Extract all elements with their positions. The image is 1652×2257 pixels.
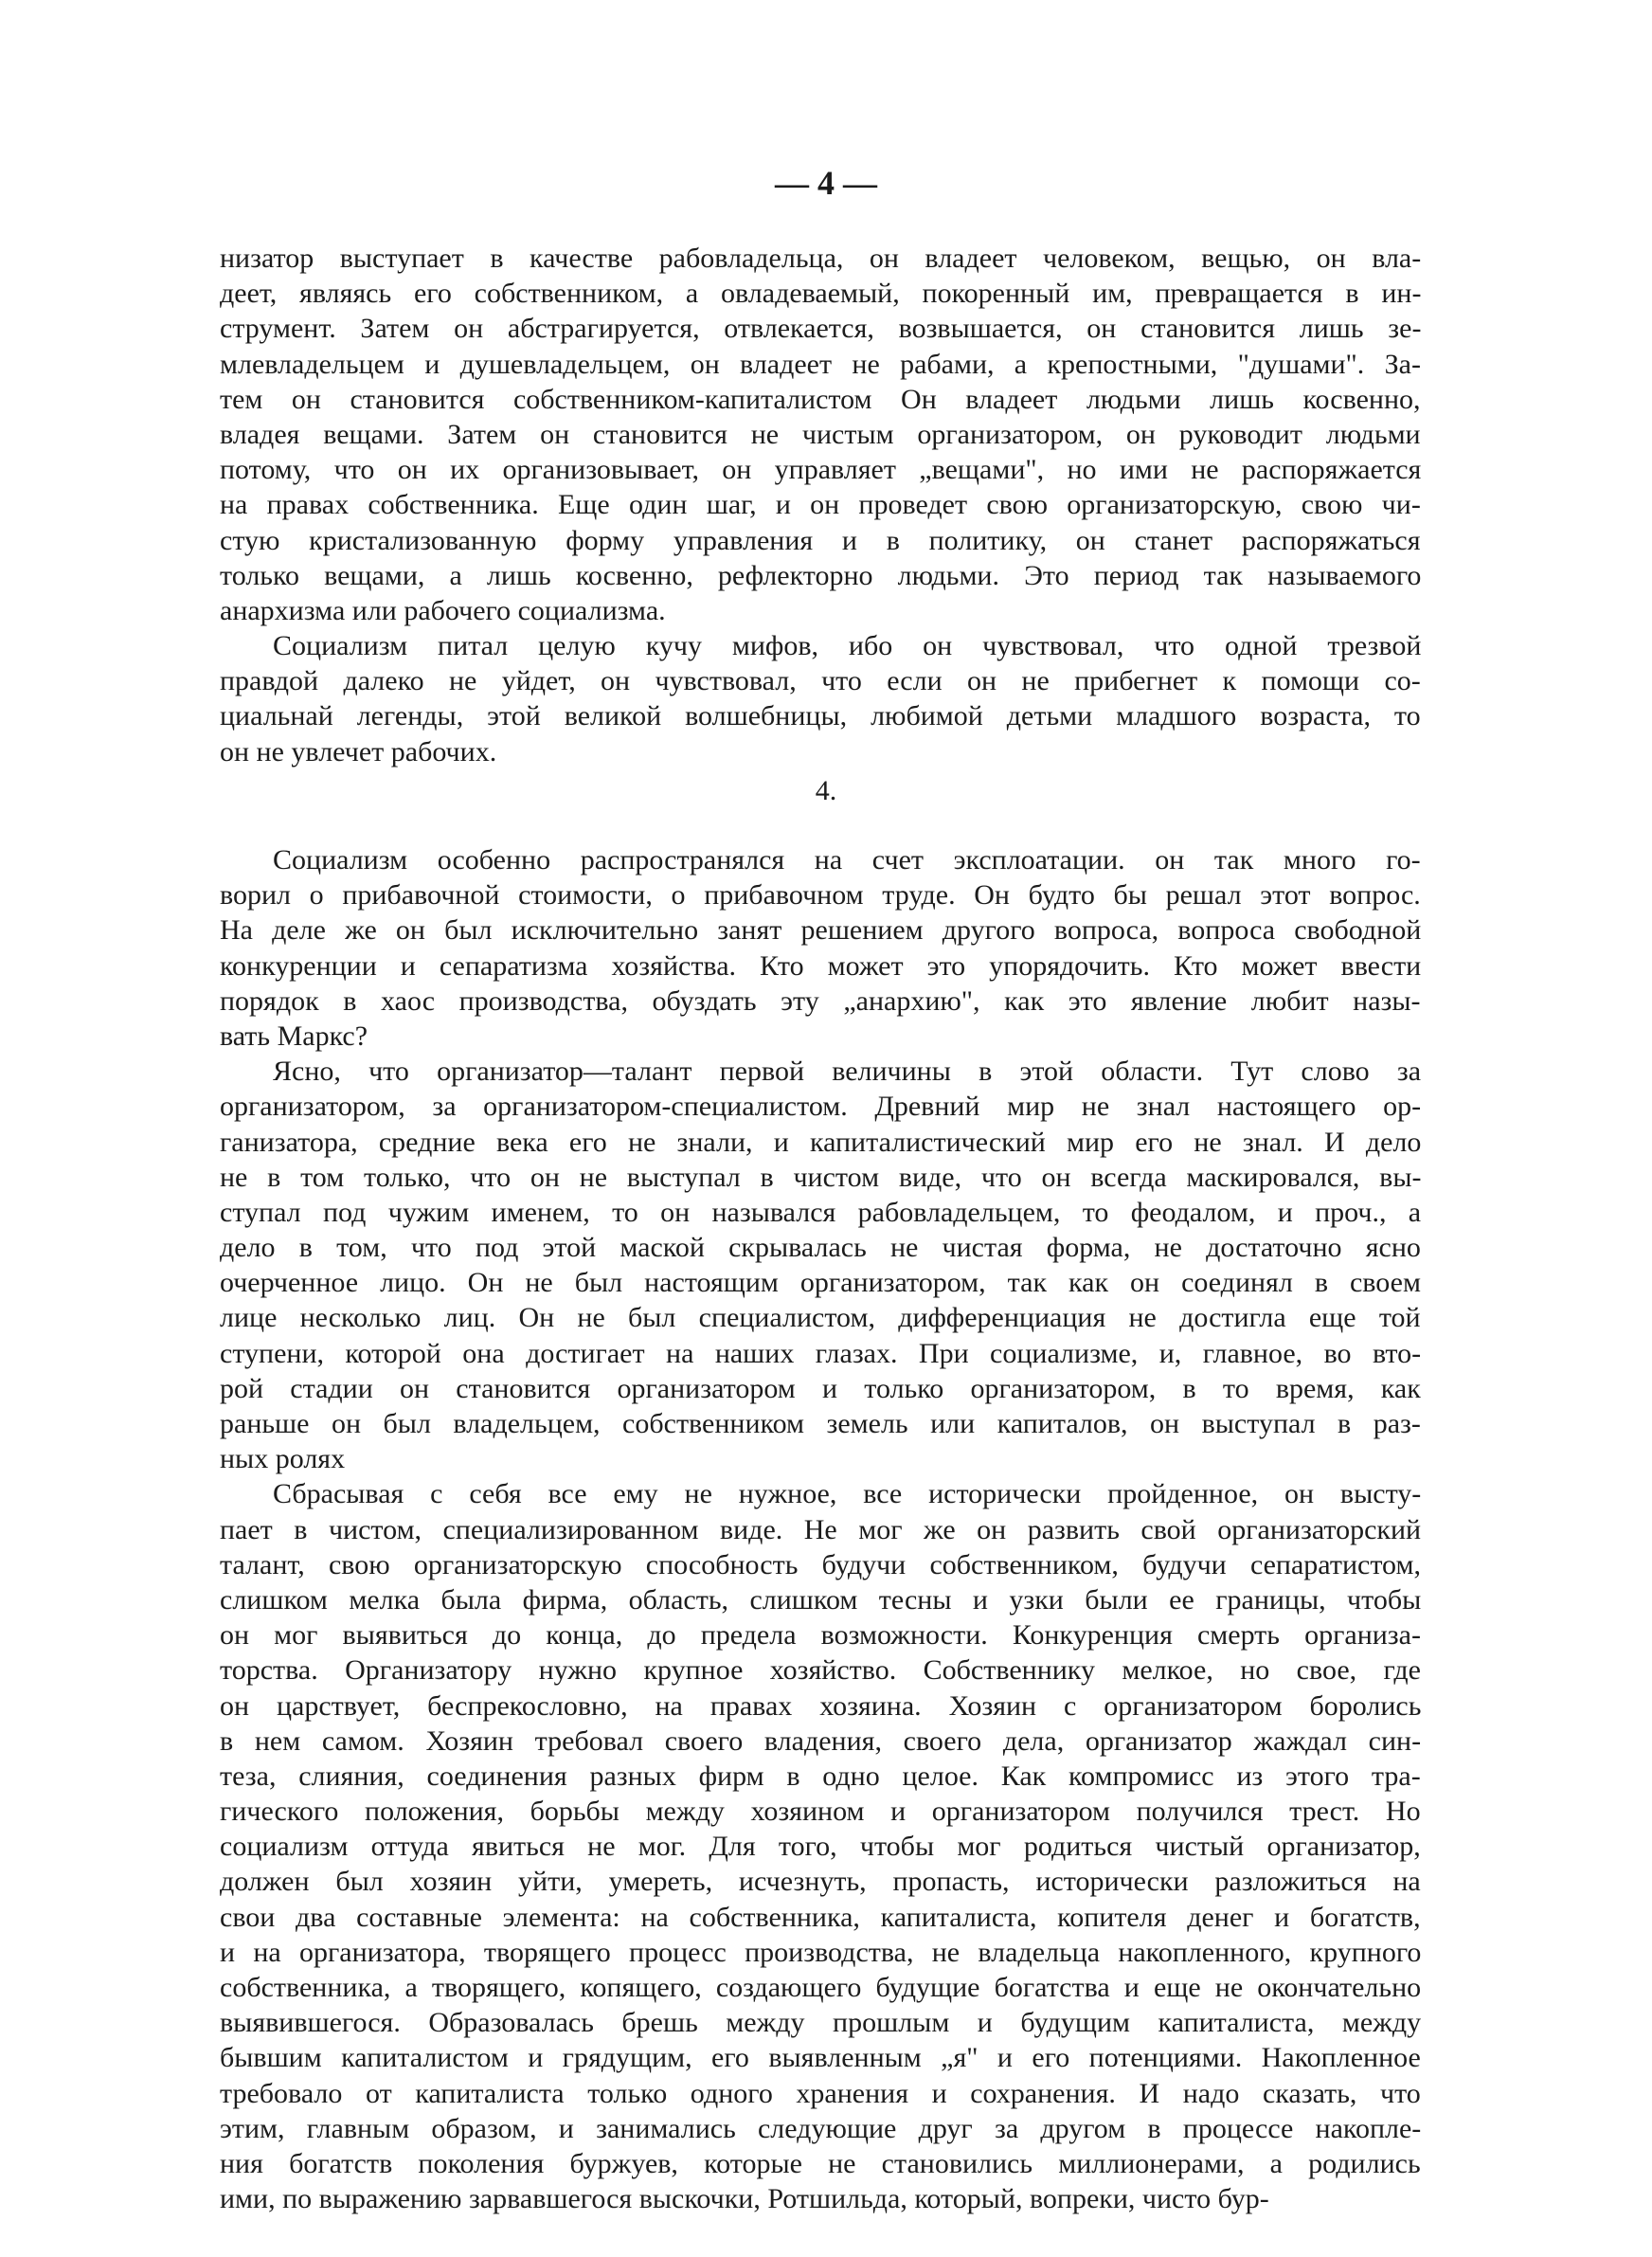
text-line: Социализм питал целую кучу мифов, ибо он чувствовал, что одной трезвой: [273, 630, 1422, 662]
text-line: в нем самом. Хозяин требовал своего владения, своего дела, организатор жаждал син-: [220, 1724, 1422, 1757]
text-line: лице несколько лиц. Он не был специалистом, дифференциация не достигла еще той: [220, 1302, 1421, 1334]
text-line: Ясно, что организатор—талант первой величины в этой области. Тут слово за: [273, 1056, 1422, 1088]
text-line: торства. Организатору нужно крупное хозяйство. Собственнику мелкое, но свое, где: [220, 1654, 1421, 1687]
text-line: раньше он был владельцем, собственником земель или капиталов, он выступал в раз-: [220, 1408, 1421, 1439]
text-line: вать Маркс?: [220, 1020, 368, 1052]
text-line: теза, слияния, соединения разных фирм в одно целое. Как компромисс из этого тра-: [220, 1760, 1421, 1792]
text-line: пает в чистом, специализированном виде. Не мог же он развить свой организаторский: [220, 1513, 1422, 1545]
text-line: На деле же он был исключительно занят решением другого вопроса, вопроса свободной: [220, 914, 1422, 947]
text-line: гического положения, борьбы между хозяином и организатором получился трест. Но: [220, 1796, 1421, 1828]
page-number: — 4 —: [775, 164, 877, 202]
text-line: организатором, за организатором-специалистом. Древний мир не знал настоящего ор-: [220, 1091, 1422, 1123]
text-line: низатор выступает в качестве рабовладельца, он владеет человеком, вещью, он вла-: [220, 243, 1422, 274]
text-line: ступени, которой она достигает на наших глазах. При социализме, и, главное, во вто-: [220, 1337, 1422, 1369]
text-line: владея вещами. Затем он становится не чистым организатором, он руководит людьми: [220, 418, 1421, 450]
text-line: требовало от капиталиста только одного хранения и сохранения. И надо сказать, что: [220, 2077, 1421, 2109]
text-line: ворил о прибавочной стоимости, о прибавочном труде. Он будто бы решал этот вопрос.: [220, 879, 1421, 912]
text-line: стую кристализованную форму управления и в политику, он станет распоряжаться: [220, 524, 1421, 556]
text-line: потому, что он их организовывает, он управляет „вещами", но ими не распоряжается: [220, 454, 1422, 486]
text-line: он мог выявиться до конца, до предела возможности. Конкуренция смерть организа-: [220, 1619, 1421, 1652]
text-line: рой стадии он становится организатором и только организатором, в то время, как: [220, 1372, 1421, 1404]
text-line: не в том только, что он не выступал в чистом виде, что он всегда маскировался, вы-: [220, 1161, 1422, 1193]
text-line: он царствует, беспрекословно, на правах хозяина. Хозяин с организатором боролись: [220, 1689, 1422, 1722]
text-line: тем он становится собственником-капиталистом Он владеет людьми лишь косвенно,: [220, 383, 1421, 415]
text-line: ими, по выражению зарвавшегося выскочки, Ротшильда, который, вопреки, чисто бур-: [220, 2183, 1269, 2215]
text-line: выявившегося. Образовалась брешь между прошлым и будущим капиталиста, между: [220, 2007, 1422, 2039]
text-line: ступал под чужим именем, то он назывался рабовладельцем, то феодалом, и проч., а: [220, 1196, 1422, 1228]
text-line: бывшим капиталистом и грядущим, его выявленным „я" и его потенциями. Накопленное: [220, 2042, 1421, 2074]
text-line: деет, являясь его собственником, а овладеваемый, покоренный им, превращается в ин-: [220, 278, 1422, 310]
text-line: и на организатора, творящего процесс производства, не владельца накопленного, крупного: [220, 1936, 1422, 1968]
text-block-1: [220, 241, 1421, 769]
text-line: свои два составные элемента: на собственника, капиталиста, копителя денег и богатств,: [220, 1901, 1421, 1933]
text-line: анархизма или рабочего социализма.: [220, 594, 666, 626]
text-line: конкуренции и сепаратизма хозяйства. Кто может это упорядочить. Кто может ввести: [220, 949, 1422, 982]
text-line: дело в том, что под этой маской скрывалась не чистая форма, не достаточно ясно: [220, 1232, 1421, 1264]
text-line: Социализм особенно распространялся на счет эксплоатации. он так много го-: [273, 844, 1421, 876]
text-line: ния богатств поколения буржуев, которые не становились миллионерами, а родились: [220, 2147, 1421, 2179]
text-line: только вещами, а лишь косвенно, рефлекторно людьми. Это период так называемого: [220, 559, 1422, 591]
text-line: слишком мелка была фирма, область, слишком тесны и узки были ее границы, чтобы: [220, 1583, 1422, 1616]
text-line: он не увлечет рабочих.: [220, 735, 497, 767]
text-line: циальнай легенды, этой великой волшебницы, любимой детьми младшого возраста, то: [220, 700, 1421, 732]
text-line: этим, главным образом, и занимались следующие друг за другом в процессе накопле-: [220, 2112, 1422, 2144]
text-line: млевладельцем и душевладельцем, он владеет не рабами, а крепостными, "душами". За-: [220, 348, 1421, 380]
text-line: ных ролях: [220, 1443, 346, 1475]
text-line: ганизатора, средние века его не знали, и капиталистический мир его не знал. И дело: [220, 1126, 1422, 1158]
text-line: струмент. Затем он абстрагируется, отвлекается, возвышается, он становится лишь зе-: [220, 313, 1422, 345]
text-line: собственника, а творящего, копящего, создающего будущие богатства и еще не окончательно: [220, 1972, 1422, 2003]
text-line: Сбрасывая с себя все ему не нужное, все исторически пройденное, он высту-: [273, 1478, 1422, 1510]
text-line: должен был хозяин уйти, умереть, исчезнуть, пропасть, исторически разложиться на: [220, 1866, 1421, 1898]
text-line: социализм оттуда явиться не мог. Для того, чтобы мог родиться чистый организатор,: [220, 1831, 1421, 1863]
section-number: 4.: [815, 775, 837, 806]
text-line: правдой далеко не уйдет, он чувствовал, что если он не прибегнет к помощи со-: [220, 665, 1421, 697]
text-block-2: [220, 842, 1421, 2216]
text-line: порядок в хаос производства, обуздать эту „анархию", как это явление любит назы-: [220, 984, 1421, 1017]
text-line: очерченное лицо. Он не был настоящим организатором, так как он соединял в своем: [220, 1267, 1421, 1299]
text-line: талант, свою организаторскую способность будучи собственником, будучи сепаратистом,: [220, 1548, 1421, 1580]
text-line: на правах собственника. Еще один шаг, и он проведет свою организаторскую, свою чи-: [220, 489, 1421, 521]
